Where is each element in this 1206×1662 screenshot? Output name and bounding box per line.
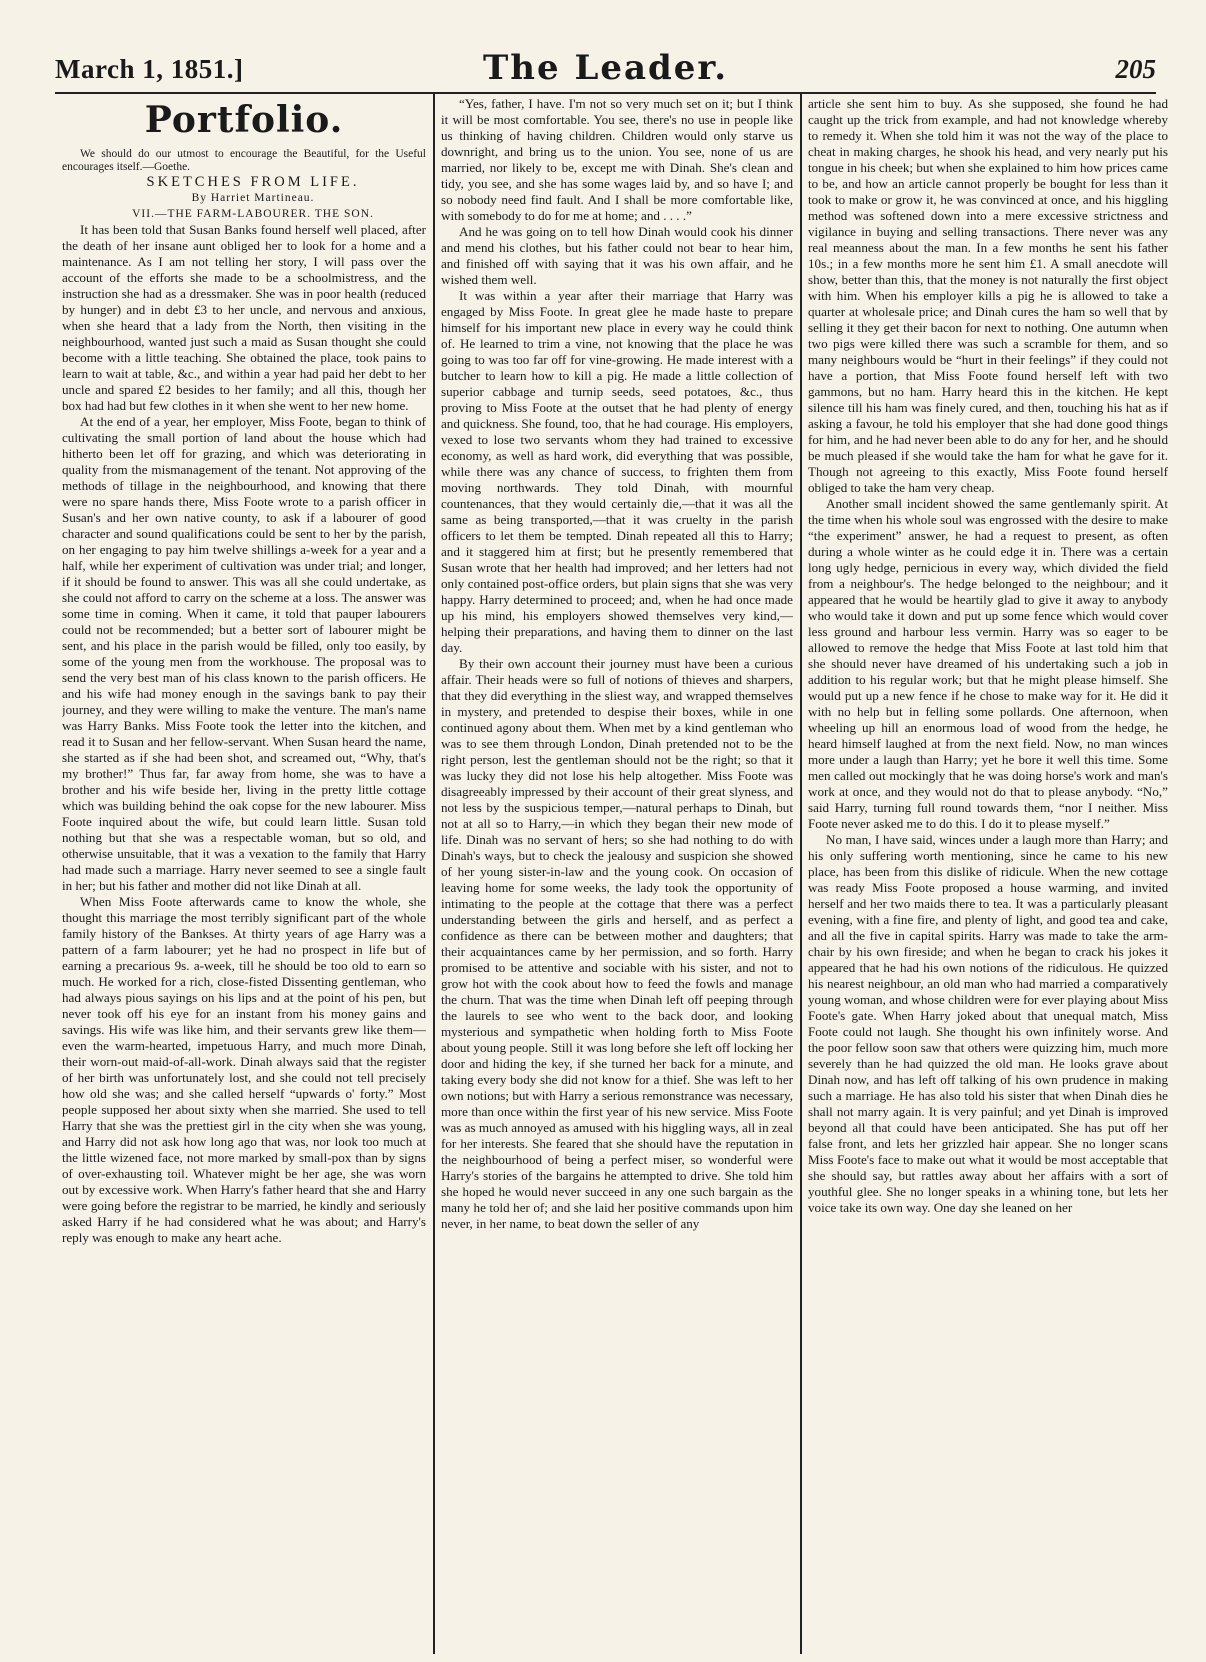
paragraph: article she sent him to buy. As she supposed, she found he had caught up the trick from example, and had not knowledge whereby to remedy it. When she told him it was not the way of the place to cheat in making charges, he shook his head, and very nearly put his tongue in his cheek; but when she explained to him how prices came to be, and how an article cannot properly be bought for less than it took to make or grow it, he was convinced at once, and his higgling method was softened down into a mere excessive strictness and vigilance in buying and selling transactions. There never was any real meanness about the man. In a few months he sent his father 10s.; in a few months more he sent him £1. A small anecdote will show, better than this, that the money is not naturally the first object with him. When his employer kills a pig he is allowed to take a quarter at wholesale price; and Dinah cures the ham so well that by selling it they get their bacon for next to nothing. One autumn when two pigs were killed there was such a scramble for them, and so many neighbours would be “hurt in their feelings” if they could not have a portion, that Miss Foote found herself left with two gammons, but no ham. Harry heard this in the kitchen. He kept silence till his ham was finely cured, and then, touching his hat as if asking a favour, he told his employer that she had done good things for him, and he had never been able to do any for her, and he should be much pleased if she would take the ham for what he gave for it. Though not agreeing to this exactly, Miss Foote found herself obliged to take the ham very cheap.: [808, 96, 1168, 495]
column-3: [808, 96, 1168, 1656]
paragraph: By their own account their journey must have been a curious affair. Their heads were so full of notions of thieves and sharpers, that they did everything in the sliest way, and wrapped themselves in mystery, and pretended to despise their boxes, while in one continued agony about them. When met by a kind gentleman who was to see them through London, Dinah pretended not to be the right person, lest the gentleman should not be the right; so that it was lucky they did not lose his help altogether. Miss Foote was disagreeably impressed by their account of their great slyness, and not less by the suspicious temper,—natural perhaps to Dinah, but not at all so to Harry,—in which they began their new mode of life. Dinah was no servant of hers; so she had nothing to do with Dinah's ways, but to check the jealousy and suspicion she showed of her young sister-in-law and the young cook. On occasion of leaving home for some weeks, the lady took the opportunity of intimating to the people at the cottage that there was a perfect understanding between the girls and herself, and as perfect a confidence as there can be between mother and daughters; that their acquaintances came by her permission, and so forth. Harry promised to be attentive and sociable with his sister, and not to grow hot with the cook about how to feed the fowls and manage the churn. That was the time when Dinah left off peeping through the laurels to see who went to the back door, and looking mysterious and sympathetic when holding forth to Miss Foote about young people. Still it was long before she left off locking her door and hiding the key, if she turned her back for a minute, and taking every body she did not know for a thief. She was left to her own notions; but with Harry a serious remonstrance was necessary, more than once within the first year of his new service. Miss Foote was as much annoyed as amused with his higgling ways, all in zeal for her interests. She feared that she should have the reputation in the neighbourhood of being a perfect miser, so wonderful were Harry's stories of the bargains he attempted to drive. She told him she hoped he would never succeed in any one such bargain as the many he told her of; and she laid her positive commands upon him never, in her name, to beat down the seller of any: [441, 656, 793, 1231]
paragraph: And he was going on to tell how Dinah would cook his dinner and mend his clothes, but his father could not bear to hear him, and finished off with saying that it was his own affair, and he wished them well.: [441, 224, 793, 287]
epigraph: We should do our utmost to encourage the Beautiful, for the Useful encourages itself.—Goethe.: [62, 148, 426, 173]
paragraph: It was within a year after their marriage that Harry was engaged by Miss Foote. In great glee he made haste to prepare himself for his important new place in every way he could think of. He learned to trim a vine, not knowing that the place he was going to was too far off for vine-growing. He made interest with a butcher to learn how to kill a pig. He made a little collection of superior cabbage and turnip seeds, seed potatoes, &c., thus proving to Miss Foote at the outset that he had plenty of energy and quickness. She found, too, that he had courage. His employers, vexed to lose two servants whom they had trained to excessive economy, as well as hard work, did everything that was possible, while there was any chance of success, to frighten them from moving northwards. They told Dinah, with mournful countenances, that they would certainly die,—that it was all the same as being transported,—that it was cruelty in the parish officers to let them be tempted. Dinah repeated all this to Harry; and it staggered him at first; but he presently remembered that Susan wrote that her health had improved; and her letters had not only contained post-office orders, but plain signs that she was very happy. Harry determined to proceed; and, when he had once made up his mind, his employers showed themselves very kind,—helping their preparations, and having them to dinner on the last day.: [441, 288, 793, 655]
paragraph: It has been told that Susan Banks found herself well placed, after the death of her insane aunt obliged her to look for a home and a maintenance. As I am not telling her story, I will pass over the account of the efforts she made to be a schoolmistress, and the instruction she had as a dressmaker. She was in poor health (reduced by hunger) and in debt £3 to her uncle, and nervous and anxious, when she heard that a lady from the North, then visiting in the neighbourhood, wanted just such a maid as Susan thought she could become with a little teaching. She obtained the place, took pains to learn to wait at table, &c., and within a year had paid her debt to her uncle and spared £2 besides to her family; and all this, though her box had had but few clothes in it when she went to her new home.: [62, 222, 426, 413]
section-title: Portfolio.: [144, 99, 344, 141]
masthead-rule: [55, 92, 1156, 94]
paragraph: “Yes, father, I have. I'm not so very much set on it; but I think it will be most comfortable. You see, there's no use in people like us thinking of having children. Children would only starve us downright, and bring us to the union. You see, none of us are married, nor likely to be, except me with Dinah. She's clean and tidy, you see, and she has some wages laid by, and so have I; and so nobody need find fault. And I shall be more comfortable like, with somebody to do for me at home; and . . . .”: [441, 96, 793, 223]
paragraph: No man, I have said, winces under a laugh more than Harry; and his only suffering worth mentioning, since he came to his new place, has been from this dislike of ridicule. When the new cottage was ready Miss Foote proposed a house warming, and invited herself and her two maids there to tea. It was a particularly pleasant evening, with a fine fire, and plenty of light, and good tea and cake, and all the five in capital spirits. Harry was made to take the arm-chair by his own fireside; and when he began to crack his jokes it appeared that he had his own notions of the ridiculous. He quizzed his nearest neighbour, an old man who had married a comparatively young woman, and whose children were for ever playing about Miss Foote's gate. When Harry joked about that unequal match, Miss Foote could not laugh. She thought his own infinitely worse. And the poor fellow soon saw that others were quizzing him, much more severely than he had quizzed the old man. He looks grave about Dinah now, and has left off talking of his own prudence in making such a marriage. He has also told his sister that when Dinah dies he shall not marry again. It is very painful; and yet Dinah is improved beyond all that could have been anticipated. She has put off her false front, and lets her grizzled hair appear. She no longer scans Miss Foote's face to make out what it would be most acceptable that she should say, but rattles away about her affairs with a sort of youthful glee. She no longer speaks in a whining tone, but lets her voice take its own way. One day she leaned on her: [808, 832, 1168, 1215]
byline: By Harriet Martineau.: [191, 192, 315, 204]
paragraph: When Miss Foote afterwards came to know the whole, she thought this marriage the most terribly significant part of the whole family history of the Bankses. At thirty years of age Harry was a pattern of a farm labourer; yet he had no prospect in life but of earning a precarious 9s. a-week, till he should be too old to earn so much. He worked for a rich, close-fisted Dissenting gentleman, who had always pious sayings on his lips and at the point of his pen, but never took off his eye for an instant from his money gains and savings. His wife was like him, and their servants grew like them—even the warm-hearted, impetuous Harry, and much more Dinah, their worn-out maid-of-all-work. Dinah always said that the register of her birth was unfortunately lost, and she could not tell precisely how old she was; and she called herself “upwards o' forty.” Most people supposed her about sixty when she married. She used to tell Harry that she was the prettiest girl in the city when she was young, and Harry did not ask how long ago that was, nor look too much at the little wizened face, not more marked by small-pox than by signs of over-exhausting toil. Whatever might be her age, she was worn out by excessive work. When Harry's father heard that she and Harry were going before the registrar to be married, he kindly and seriously asked Harry if he had considered what he was about; and Harry's reply was enough to make any heart ache.: [62, 894, 426, 1245]
paragraph: Another small incident showed the same gentlemanly spirit. At the time when his whole soul was engrossed with the desire to make “the experiment” answer, he had a request to present, as often during a whole winter as he could edge it in. There was a certain long ugly hedge, pernicious in every way, which divided the field from a neighbour's. The hedge belonged to the neighbour; and it appeared that he would be heartily glad to give it away to anybody who would take it down and put up some fence which would cover less ground and harbour less vermin. Harry was so eager to be allowed to remove the hedge that Miss Foote at last told him that she should never have dreamed of his undertaking such a job in addition to his regular work; but that he might please himself. She would put up a new fence if he chose to make way for it. He did it with no help but in felling some pollards. One afternoon, when wheeling up hill an enormous load of wood from the hedge, he heard himself laughed at from the next field. Now, no man winces more under a laugh than Harry; yet he bore it well this time. Some men called out mockingly that he was doing horse's work and man's work at once, and they would not do that to please anybody. “No,” said Harry, turning full round towards them, “nor I neither. Miss Foote never asked me to do this. I do it to please myself.”: [808, 496, 1168, 831]
article-title: SKETCHES FROM LIFE.: [146, 174, 360, 190]
column-1: [62, 96, 426, 1656]
page-number: 205: [1115, 54, 1156, 84]
column-2: [441, 96, 793, 1656]
column-rule-2: [800, 94, 802, 1654]
chapter-heading: VII.—THE FARM-LABOURER. THE SON.: [132, 208, 374, 220]
masthead: [55, 48, 1156, 88]
newspaper-title: The Leader.: [482, 48, 729, 88]
issue-date: March 1, 1851.]: [55, 54, 244, 84]
paragraph: At the end of a year, her employer, Miss Foote, began to think of cultivating the small portion of land about the house which had hitherto been let off for grazing, and which was deteriorating in quality from the mismanagement of the tenant. Not approving of the methods of tillage in the neighbourhood, and knowing that there were no spare hands there, Miss Foote wrote to a parish officer in Susan's and her own native county, to ask if a labourer of good character and sound qualifications could be sent to her by the parish, on her engaging to pay him twelve shillings a-week for a year and a half, while her experiment of cultivation was under trial; and longer, if it should be found to answer. This was all she could undertake, as she could not afford to carry on the scheme at a loss. The answer was some time in coming. When it came, it told that pauper labourers could not be recommended; but a better sort of labourer might be sent, and his place in the parish would be filled, only too easily, by some of the young men from the workhouse. The proposal was to send the very best man of his class known to the parish officers. He and his wife had money enough in the savings bank to pay their journey, and they were willing to make the venture. The man's name was Harry Banks. Miss Foote took the letter into the kitchen, and read it to Susan and her fellow-servant. When Susan heard the name, she started as if she had been shot, and screamed out, “Why, that's my brother!” Thus far, far away from home, she was to have a brother and his wife beside her, living in the pretty little cottage which was building behind the oak copse for the new labourer. Miss Foote inquired about the wife, but could learn little. Susan told nothing but that she was a respectable woman, but so old, and otherwise unsuitable, that it was a vexation to the family that Harry had made such a marriage. Harry never seemed to see a single fault in her; but his father and mother did not like Dinah at all.: [62, 414, 426, 893]
column-rule-1: [433, 94, 435, 1654]
